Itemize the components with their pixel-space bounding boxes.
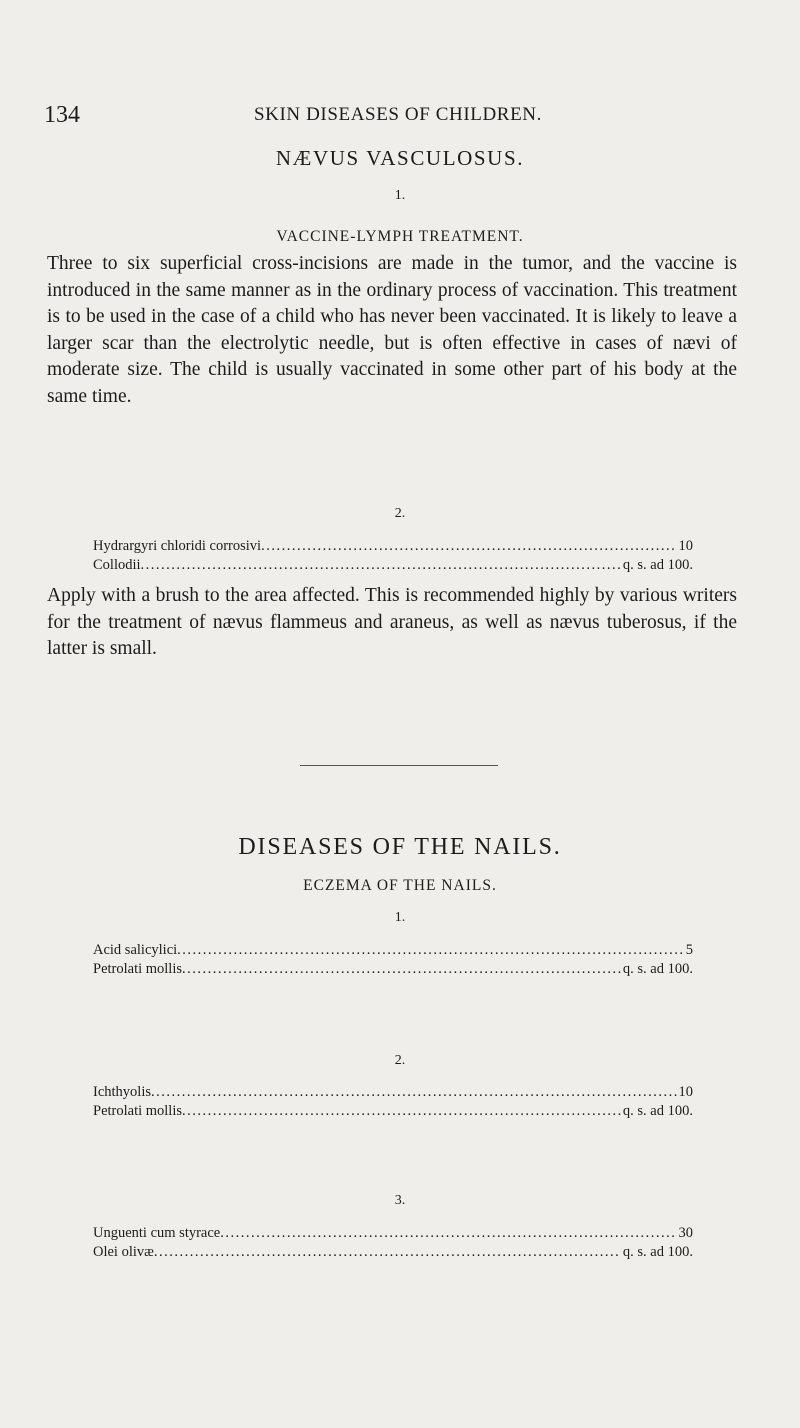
prescription-eczema-3	[93, 1224, 693, 1262]
leader-dots	[141, 556, 621, 575]
leader-dots	[154, 1243, 621, 1262]
running-head	[0, 102, 800, 132]
prescription-line	[93, 1083, 693, 1102]
ingredient-quantity: 5	[685, 942, 693, 958]
ingredient-quantity: q. s. ad 100.	[622, 961, 693, 977]
prescription-line	[93, 941, 693, 960]
leader-dots	[177, 941, 684, 960]
leader-dots	[182, 1102, 621, 1121]
page-number: 134	[44, 102, 80, 128]
prescription-line	[93, 1224, 693, 1243]
leader-dots	[220, 1224, 676, 1243]
prescription-eczema-1	[93, 941, 693, 979]
ingredient-name: Collodii	[93, 557, 141, 573]
subheading-eczema-nails: ECZEMA OF THE NAILS.	[303, 877, 497, 894]
prescription-line	[93, 556, 693, 575]
prescription-line	[93, 960, 693, 979]
ingredient-name: Hydrargyri chloridi corrosivi	[93, 538, 262, 554]
ingredient-quantity: 10	[678, 1084, 693, 1100]
ingredient-quantity: q. s. ad 100.	[622, 1103, 693, 1119]
paragraph-brush-application: Apply with a brush to the area affected. This is recommended highly by various writers for the treatment of nævus flammeus and araneus, as well as nævus tuberosus, if the latter is small.	[47, 585, 737, 659]
paragraph-vaccine-treatment: Three to six superficial cross-incisions are made in the tumor, and the vaccine is introduced in the same manner as in the ordinary process of vaccination. This treatment is to be used in the case of a child who has never been vaccinated. It is likely to leave a larger scar than the electrolytic needle, but is often effective in cases of nævi of moderate size. The child is usually vaccinated in some other part of his body at the same time.	[47, 253, 737, 407]
ingredient-name: Petrolati mollis	[93, 1103, 183, 1119]
prescription-number-1: 1.	[394, 910, 406, 925]
prescription-eczema-2	[93, 1083, 693, 1121]
prescription-number-3: 3.	[394, 1193, 406, 1208]
leader-dots	[182, 960, 621, 979]
subheading-vaccine-lymph: VACCINE-LYMPH TREATMENT.	[276, 228, 524, 245]
item-number-2: 2.	[394, 506, 406, 521]
ingredient-name: Ichthyolis	[93, 1084, 151, 1100]
prescription-line	[93, 1243, 693, 1262]
leader-dots	[261, 537, 676, 556]
ingredient-name: Unguenti cum styrace	[93, 1225, 221, 1241]
running-title: SKIN DISEASES OF CHILDREN.	[254, 104, 542, 125]
ingredient-name: Olei olivæ	[93, 1244, 154, 1260]
ingredient-name: Acid salicylici	[93, 942, 178, 958]
item-number-1: 1.	[394, 188, 406, 203]
leader-dots	[151, 1083, 677, 1102]
prescription-naevus	[93, 537, 693, 575]
ingredient-quantity: q. s. ad 100.	[622, 1244, 693, 1260]
prescription-line	[93, 537, 693, 556]
ingredient-quantity: q. s. ad 100.	[622, 557, 693, 573]
prescription-line	[93, 1102, 693, 1121]
section-heading-nails: DISEASES OF THE NAILS.	[238, 834, 562, 860]
ingredient-name: Petrolati mollis	[93, 961, 183, 977]
ingredient-quantity: 10	[678, 538, 693, 554]
prescription-number-2: 2.	[394, 1053, 406, 1068]
ingredient-quantity: 30	[678, 1225, 693, 1241]
section-heading-naevus: NÆVUS VASCULOSUS.	[275, 146, 525, 170]
section-divider	[300, 765, 498, 766]
